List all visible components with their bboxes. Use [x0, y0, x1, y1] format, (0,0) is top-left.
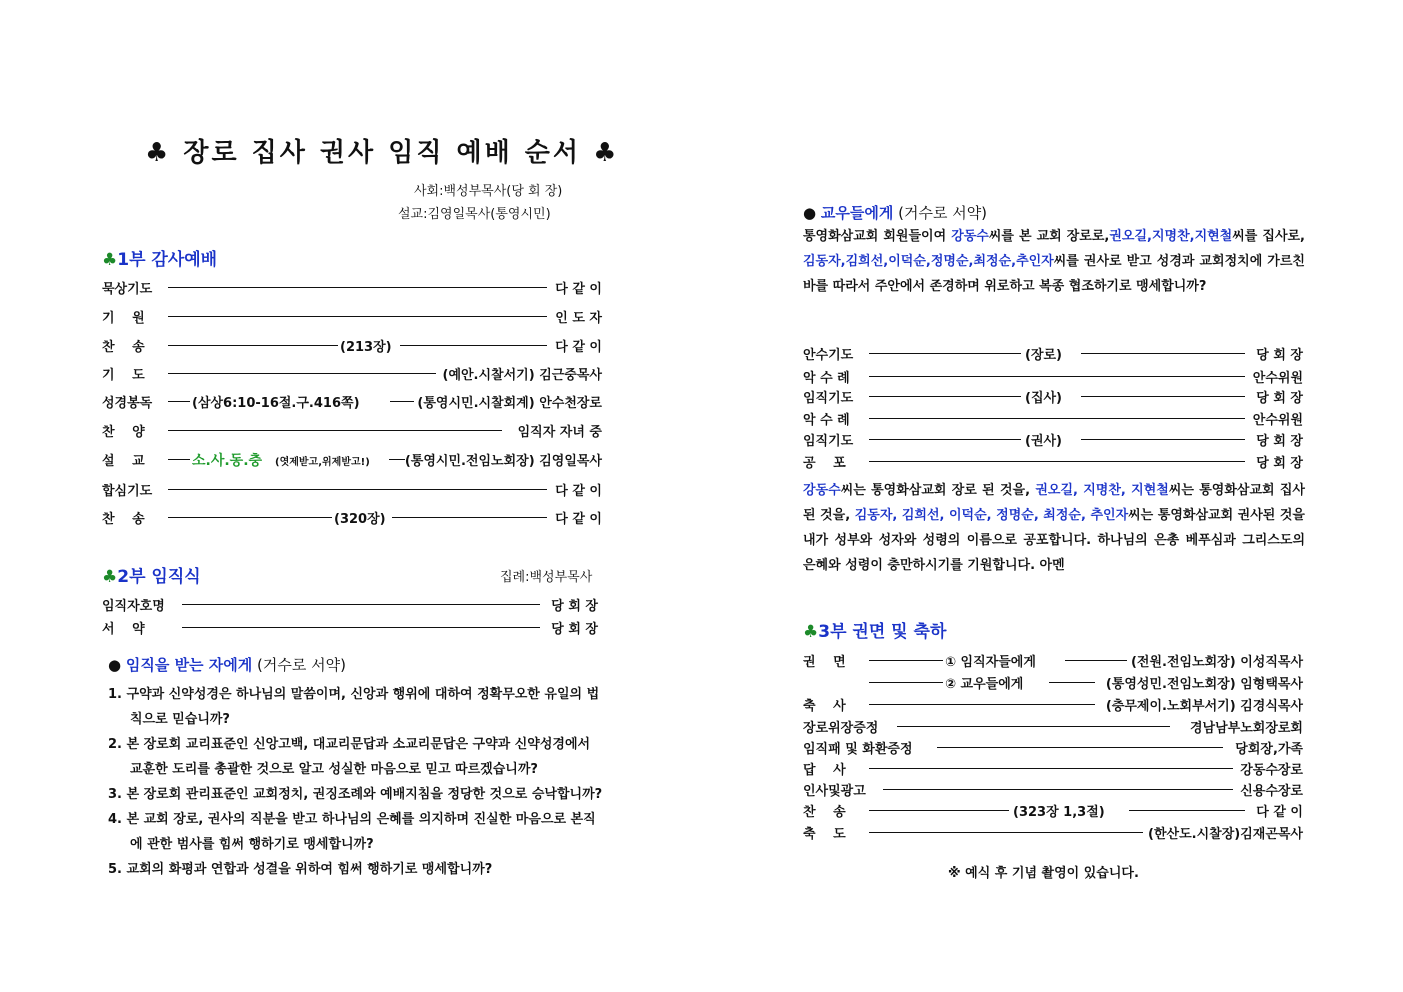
list-item: 1. 구약과 신약성경은 하나님의 말씀이며, 신앙과 행위에 대하여 정확무오한 유일의 법칙으로 믿습니까?	[108, 687, 600, 727]
leader-line	[182, 627, 540, 628]
program-row	[803, 651, 1303, 671]
row-mid: (320장)	[334, 512, 386, 527]
program-row	[102, 595, 598, 615]
vow-text: 통영화삼교회 회원들이여	[803, 229, 947, 244]
sermon-title: 소.사.동.충	[192, 453, 263, 469]
row-label: 악 수 례	[803, 413, 850, 428]
elder-name: 강동수	[803, 483, 841, 498]
row-right: 인 도 자	[555, 311, 602, 326]
leader-line	[1081, 353, 1245, 354]
list-item: 3. 본 장로회 관리표준인 교회정치, 권징조례와 예배지침을 정당한 것으로 승낙합니까?	[108, 787, 603, 802]
vow-heading	[108, 654, 346, 675]
program-row	[803, 367, 1303, 387]
row-label: 합심기도	[102, 484, 153, 499]
row-right: 당회장,가족	[1235, 742, 1303, 757]
row-label: 악 수 례	[803, 371, 850, 386]
leader-line	[168, 316, 547, 317]
row-mid: (213장)	[340, 340, 392, 355]
leader-line	[937, 747, 1223, 748]
program-row	[102, 278, 602, 298]
leader-line	[869, 810, 1009, 811]
leader-line	[400, 345, 547, 346]
leader-line	[392, 517, 547, 518]
sermon-subtitle: (엿제받고,위제받고!)	[275, 457, 370, 468]
vow-text: 씨를 권사로 받고 성경과 교회정치에 가르친 바를 따라서 주안에서 존경하며 위로하고 복종 협조하기로 맹세합니까?	[803, 254, 1305, 294]
leader-line	[390, 401, 414, 402]
exhorter-names: 김동자,김희선,이덕순,정명순,최정순,추인자	[803, 254, 1054, 269]
program-row	[102, 450, 602, 470]
proclamation-text: 씨는 통영화삼교회 집사된 것을,	[803, 483, 1305, 523]
program-row	[102, 618, 598, 638]
congregation-heading-sub: (거수로 서약)	[898, 204, 988, 222]
program-row	[803, 673, 1303, 693]
row-label: 답 사	[803, 763, 846, 778]
part3-heading	[803, 617, 946, 642]
program-row	[102, 508, 602, 528]
leader-line	[168, 401, 190, 402]
row-right: (통영시민.시찰회계) 안수천장로	[417, 396, 602, 411]
program-row	[102, 336, 602, 356]
row-label: 성경봉독	[102, 396, 153, 411]
vow-heading-text: 임직을 받는 자에게	[125, 656, 253, 674]
leader-line	[869, 461, 1245, 462]
leader-line	[182, 604, 540, 605]
congregation-heading-text: 교우들에게	[820, 204, 894, 222]
elder-name: 강동수	[951, 229, 989, 244]
row-right: (통영시민.전임노회장) 김영일목사	[404, 454, 602, 469]
row-mid: ② 교우들에게	[945, 677, 1024, 692]
preacher-info: 설교:김영일목사(통영시민)	[398, 207, 551, 222]
proclamation-text: 씨는 통영화삼교회 장로 된 것을,	[840, 483, 1031, 498]
program-row	[803, 759, 1303, 779]
row-label: 임직기도	[803, 391, 854, 406]
row-right: 당 회 장	[1256, 456, 1303, 471]
leader-line	[869, 376, 1245, 377]
bullet-icon: ●	[803, 204, 817, 222]
row-label: 인사및광고	[803, 784, 866, 799]
row-label: 찬 송	[803, 805, 846, 820]
officiant-info: 집례:백성부목사	[500, 570, 593, 585]
program-row	[803, 387, 1303, 407]
row-right: 임직자 자녀 중	[517, 425, 602, 440]
leader-line	[168, 459, 190, 460]
leader-line	[1049, 682, 1095, 683]
row-right: 당 회 장	[551, 622, 598, 637]
row-right: 다 같 이	[555, 340, 602, 355]
row-label: 임직자호명	[102, 599, 165, 614]
exhorter-names: 김동자, 김희선, 이덕순, 정명순, 최정순, 추인자	[854, 508, 1129, 523]
program-row	[803, 344, 1303, 364]
program-row	[803, 452, 1303, 472]
leader-line	[883, 789, 1233, 790]
row-label: 기 도	[102, 368, 145, 383]
leader-line	[869, 682, 943, 683]
row-right: (예안.시찰서기) 김근중목사	[442, 368, 602, 383]
part1-heading	[102, 245, 217, 270]
leader-line	[168, 287, 547, 288]
row-right: 경남남부노회장로회	[1189, 721, 1303, 736]
deacon-names: 권오길,지명찬,지현철	[1109, 229, 1233, 244]
program-row	[803, 695, 1303, 715]
row-label: 공 포	[803, 456, 846, 471]
leader-line	[869, 353, 1021, 354]
program-row	[803, 780, 1303, 800]
host-info: 사회:백성부목사(당 회 장)	[414, 184, 563, 199]
congregation-heading	[803, 202, 987, 223]
row-right: 당 회 장	[1256, 434, 1303, 449]
row-right: 당 회 장	[551, 599, 598, 614]
row-mid: (장로)	[1025, 348, 1062, 363]
deacon-names: 권오길, 지명찬, 지현철	[1035, 483, 1169, 498]
part1-heading-text: 1부 감사예배	[117, 250, 218, 270]
leader-line	[869, 660, 943, 661]
part2-heading-text: 2부 임직식	[117, 567, 201, 587]
row-right: (통영성민.전임노회장) 임형택목사	[1105, 677, 1303, 692]
list-item: 2. 본 장로회 교리표준인 신앙고백, 대교리문답과 소교리문답은 구약과 신약성경에서 교훈한 도리를 총괄한 것으로 알고 성실한 마음으로 믿고 따르겠습니까?	[108, 737, 591, 777]
leader-line	[869, 439, 1021, 440]
row-label: 임직패 및 화환증정	[803, 742, 913, 757]
program-row	[803, 738, 1303, 758]
part2-heading	[102, 562, 201, 587]
page-title: ♣ 장로 집사 권사 임직 예배 순서 ♣	[145, 138, 620, 168]
program-row	[102, 364, 602, 384]
leader-line	[168, 430, 502, 431]
leader-line	[389, 459, 405, 460]
program-row	[803, 409, 1303, 429]
row-mid: (삼상6:10-16절.구.416쪽)	[192, 396, 360, 411]
leader-line	[897, 726, 1170, 727]
row-right: 다 같 이	[555, 282, 602, 297]
row-right: 다 같 이	[555, 484, 602, 499]
footer-note: ※ 예식 후 기념 촬영이 있습니다.	[948, 866, 1139, 881]
leader-line	[869, 832, 1143, 833]
program-row	[102, 392, 602, 412]
vow-text: 씨를 본 교회 장로로,	[988, 229, 1110, 244]
row-label: 서 약	[102, 622, 145, 637]
leader-line	[168, 489, 547, 490]
program-row	[102, 480, 602, 500]
leader-line	[168, 373, 436, 374]
row-label: 장로위장증정	[803, 721, 879, 736]
leader-line	[1065, 660, 1127, 661]
part3-heading-text: 3부 권면 및 축하	[818, 622, 947, 642]
leader-line	[869, 396, 1021, 397]
program-row	[102, 307, 602, 327]
program-row	[102, 421, 602, 441]
row-right: 당 회 장	[1256, 348, 1303, 363]
row-right: 다 같 이	[555, 512, 602, 527]
row-mid: (323장 1,3절)	[1013, 805, 1105, 820]
row-label: 축 사	[803, 699, 846, 714]
row-label: 찬 송	[102, 340, 145, 355]
row-right: 안수위원	[1252, 371, 1303, 386]
row-label: 찬 송	[102, 512, 145, 527]
row-right: 강동수장로	[1240, 763, 1303, 778]
row-label: 묵상기도	[102, 282, 153, 297]
row-right: (전원.전임노회장) 이성직목사	[1130, 655, 1303, 670]
row-label: 설 교	[102, 454, 145, 469]
row-label: 찬 양	[102, 425, 145, 440]
list-item: 4. 본 교회 장로, 권사의 직분을 받고 하나님의 은혜를 의지하며 진실한 마음으로 본직에 관한 범사를 힘써 행하기로 맹세합니까?	[108, 812, 596, 852]
row-right: 안수위원	[1252, 413, 1303, 428]
row-label: 안수기도	[803, 348, 854, 363]
row-mid: (권사)	[1025, 434, 1062, 449]
vow-questions	[104, 682, 604, 882]
row-label: 축 도	[803, 827, 846, 842]
leader-line	[869, 704, 1095, 705]
bullet-icon: ●	[108, 656, 122, 674]
leader-line	[869, 418, 1245, 419]
row-label: 권 면	[803, 655, 846, 670]
row-right: 다 같 이	[1256, 805, 1303, 820]
row-mid: (집사)	[1025, 391, 1062, 406]
club-icon: ♣	[102, 250, 118, 270]
row-label: 임직기도	[803, 434, 854, 449]
leader-line	[869, 768, 1233, 769]
program-row	[803, 717, 1303, 737]
leader-line	[1081, 439, 1245, 440]
row-right: (충무제이.노회부서기) 김경식목사	[1105, 699, 1303, 714]
club-icon: ♣	[803, 622, 819, 642]
program-row	[803, 801, 1303, 821]
congregation-vow	[803, 224, 1305, 299]
proclamation-text: 씨는 통영화삼교회 권사된 것을 내가 성부와 성자와 성령의 이름으로 공포합니다. 하나님의 은총 베푸심과 그리스도의 은혜와 성령이 충만하시기를 기원합니다. 아멘	[803, 508, 1305, 573]
vow-text: 씨를 집사로,	[1232, 229, 1305, 244]
row-mid: ① 임직자들에게	[945, 655, 1036, 670]
row-right: (한산도.시찰장)김재곤목사	[1148, 827, 1303, 842]
row-label: 기 원	[102, 311, 145, 326]
list-item: 5. 교회의 화평과 연합과 성결을 위하여 힘써 행하기로 맹세합니까?	[108, 862, 493, 877]
leader-line	[168, 517, 332, 518]
row-right: 신용수장로	[1240, 784, 1303, 799]
club-icon: ♣	[102, 567, 118, 587]
leader-line	[168, 345, 338, 346]
program-row	[803, 823, 1303, 843]
program-row	[803, 430, 1303, 450]
leader-line	[1081, 396, 1245, 397]
proclamation	[803, 478, 1305, 578]
vow-heading-sub: (거수로 서약)	[257, 656, 346, 674]
row-right: 당 회 장	[1256, 391, 1303, 406]
leader-line	[1129, 810, 1245, 811]
